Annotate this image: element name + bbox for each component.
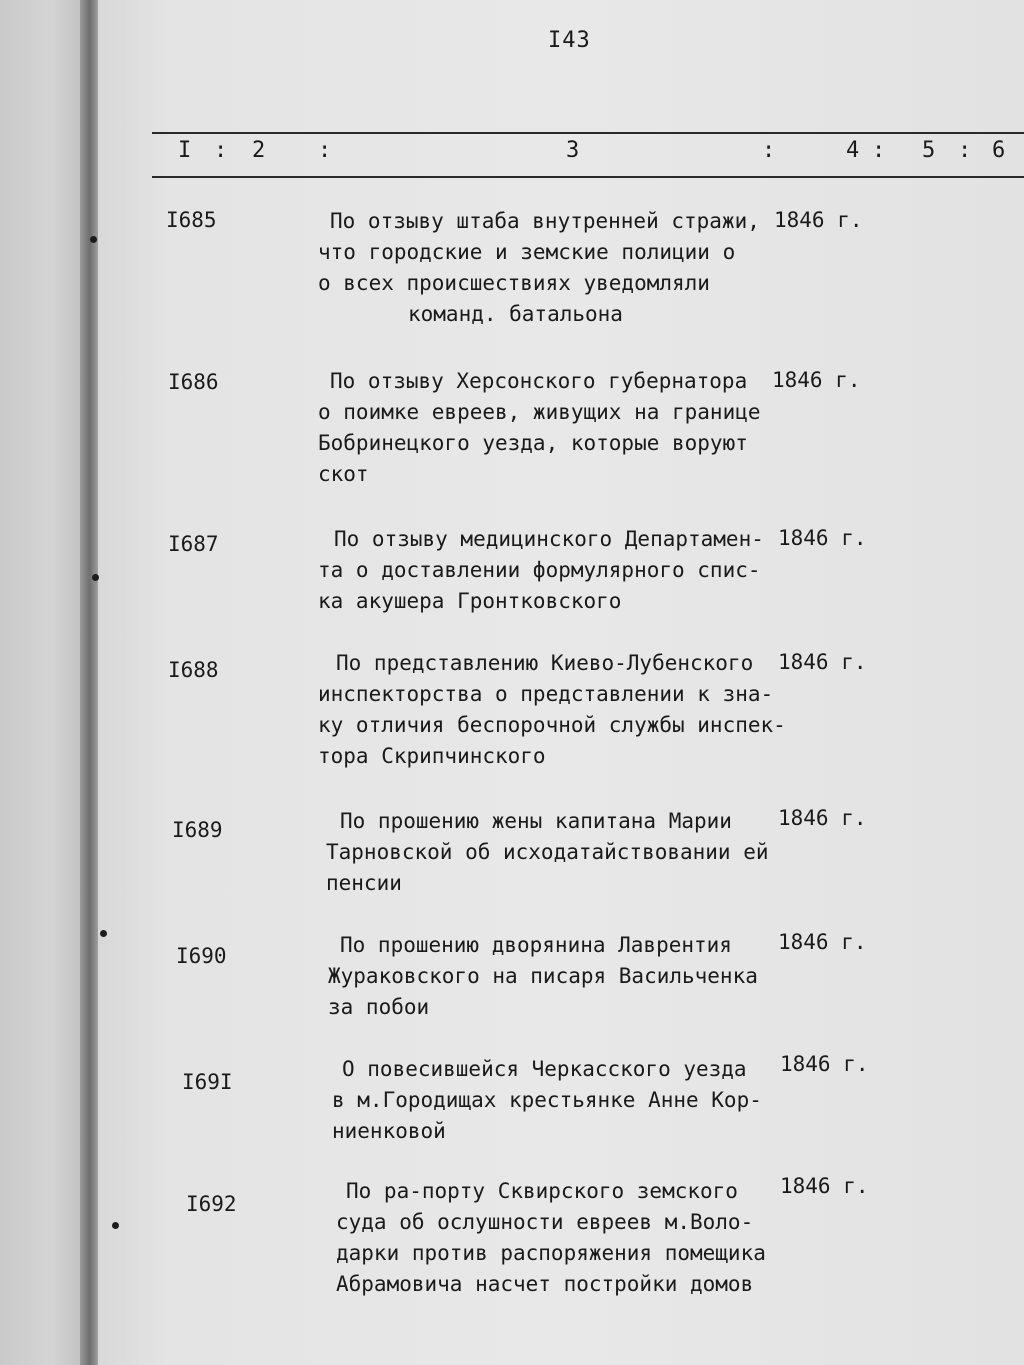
- description-line: ниенковой: [332, 1119, 446, 1143]
- description-line: По отзыву медицинского Департамен-: [334, 527, 764, 551]
- description-line: дарки против распоряжения помещика: [336, 1241, 766, 1265]
- description-line: в м.Городищах крестьянке Анне Кор-: [332, 1088, 762, 1112]
- entry-number: I687: [168, 532, 219, 556]
- entry-year: 1846 г.: [778, 650, 867, 674]
- header-bottom-rule: [152, 176, 1024, 178]
- description-line: О повесившейся Черкасского уезда: [342, 1057, 747, 1081]
- header-top-rule: [152, 132, 1024, 134]
- entry-description: [326, 806, 769, 899]
- header-col-5: 5: [922, 138, 936, 163]
- entry-number: I689: [172, 818, 223, 842]
- entry-description: [318, 648, 786, 772]
- entry-year: 1846 г.: [778, 806, 867, 830]
- entry-number: I690: [176, 944, 227, 968]
- description-line: По прошению жены капитана Марии: [340, 809, 732, 833]
- entry-description: [328, 930, 758, 1023]
- description-line: Абрамовича насчет постройки домов: [336, 1272, 754, 1296]
- description-line: команд. батальона: [408, 302, 623, 326]
- header-sep: :: [958, 138, 972, 163]
- header-col-4: 4: [846, 138, 860, 163]
- description-line: инспекторства о представлении к зна-: [318, 682, 774, 706]
- entry-number: I686: [168, 370, 219, 394]
- facing-page: [0, 0, 88, 1365]
- description-line: Бобринецкого уезда, которые воруют: [318, 431, 748, 455]
- entry-description: [318, 206, 760, 330]
- description-line: ка акушера Гронтковского: [318, 589, 622, 613]
- description-line: та о доставлении формулярного спис-: [318, 558, 761, 582]
- entry-description: [336, 1176, 766, 1300]
- entry-year: 1846 г.: [778, 526, 867, 550]
- description-line: что городские и земские полиции о: [318, 240, 736, 264]
- description-line: скот: [318, 462, 369, 486]
- header-col-1: I: [178, 138, 192, 163]
- entry-year: 1846 г.: [780, 1052, 869, 1076]
- header-col-3: 3: [566, 138, 580, 163]
- description-line: Жураковского на писаря Васильченка: [328, 964, 758, 988]
- description-line: тора Скрипчинского: [318, 744, 546, 768]
- entry-year: 1846 г.: [780, 1174, 869, 1198]
- description-line: По ра-порту Сквирского земского: [346, 1179, 738, 1203]
- description-line: ку отличия беспорочной службы инспек-: [318, 713, 786, 737]
- header-col-6: 6: [992, 138, 1006, 163]
- entry-year: 1846 г.: [778, 930, 867, 954]
- entry-number: I692: [186, 1192, 237, 1216]
- binding-hole: [112, 1222, 119, 1229]
- description-line: По прошению дворянина Лаврентия: [340, 933, 732, 957]
- description-line: По представлению Киево-Лубенского: [336, 651, 754, 675]
- header-sep: :: [318, 138, 332, 163]
- entry-description: [332, 1054, 762, 1147]
- entry-number: I685: [166, 208, 217, 232]
- entry-number: I688: [168, 658, 219, 682]
- description-line: суда об ослушности евреев м.Воло-: [336, 1210, 754, 1234]
- entry-year: 1846 г.: [772, 368, 861, 392]
- entry-year: 1846 г.: [774, 208, 863, 232]
- description-line: пенсии: [326, 871, 402, 895]
- binding-hole: [92, 574, 99, 581]
- header-sep: :: [214, 138, 228, 163]
- page-number: I43: [548, 28, 591, 53]
- description-line: о всех происшествиях уведомляли: [318, 271, 710, 295]
- description-line: По отзыву штаба внутренней стражи,: [330, 209, 760, 233]
- description-line: о поимке евреев, живущих на границе: [318, 400, 761, 424]
- header-sep: :: [762, 138, 776, 163]
- entry-number: I69I: [182, 1070, 233, 1094]
- binding-hole: [90, 236, 97, 243]
- binding-hole: [100, 930, 107, 937]
- description-line: за побои: [328, 995, 430, 1019]
- description-line: Тарновской об исходатайствовании ей: [326, 840, 769, 864]
- entry-description: [318, 524, 764, 617]
- header-col-2: 2: [252, 138, 266, 163]
- header-sep: :: [872, 138, 886, 163]
- description-line: По отзыву Херсонского губернатора: [330, 369, 748, 393]
- entry-description: [318, 366, 761, 490]
